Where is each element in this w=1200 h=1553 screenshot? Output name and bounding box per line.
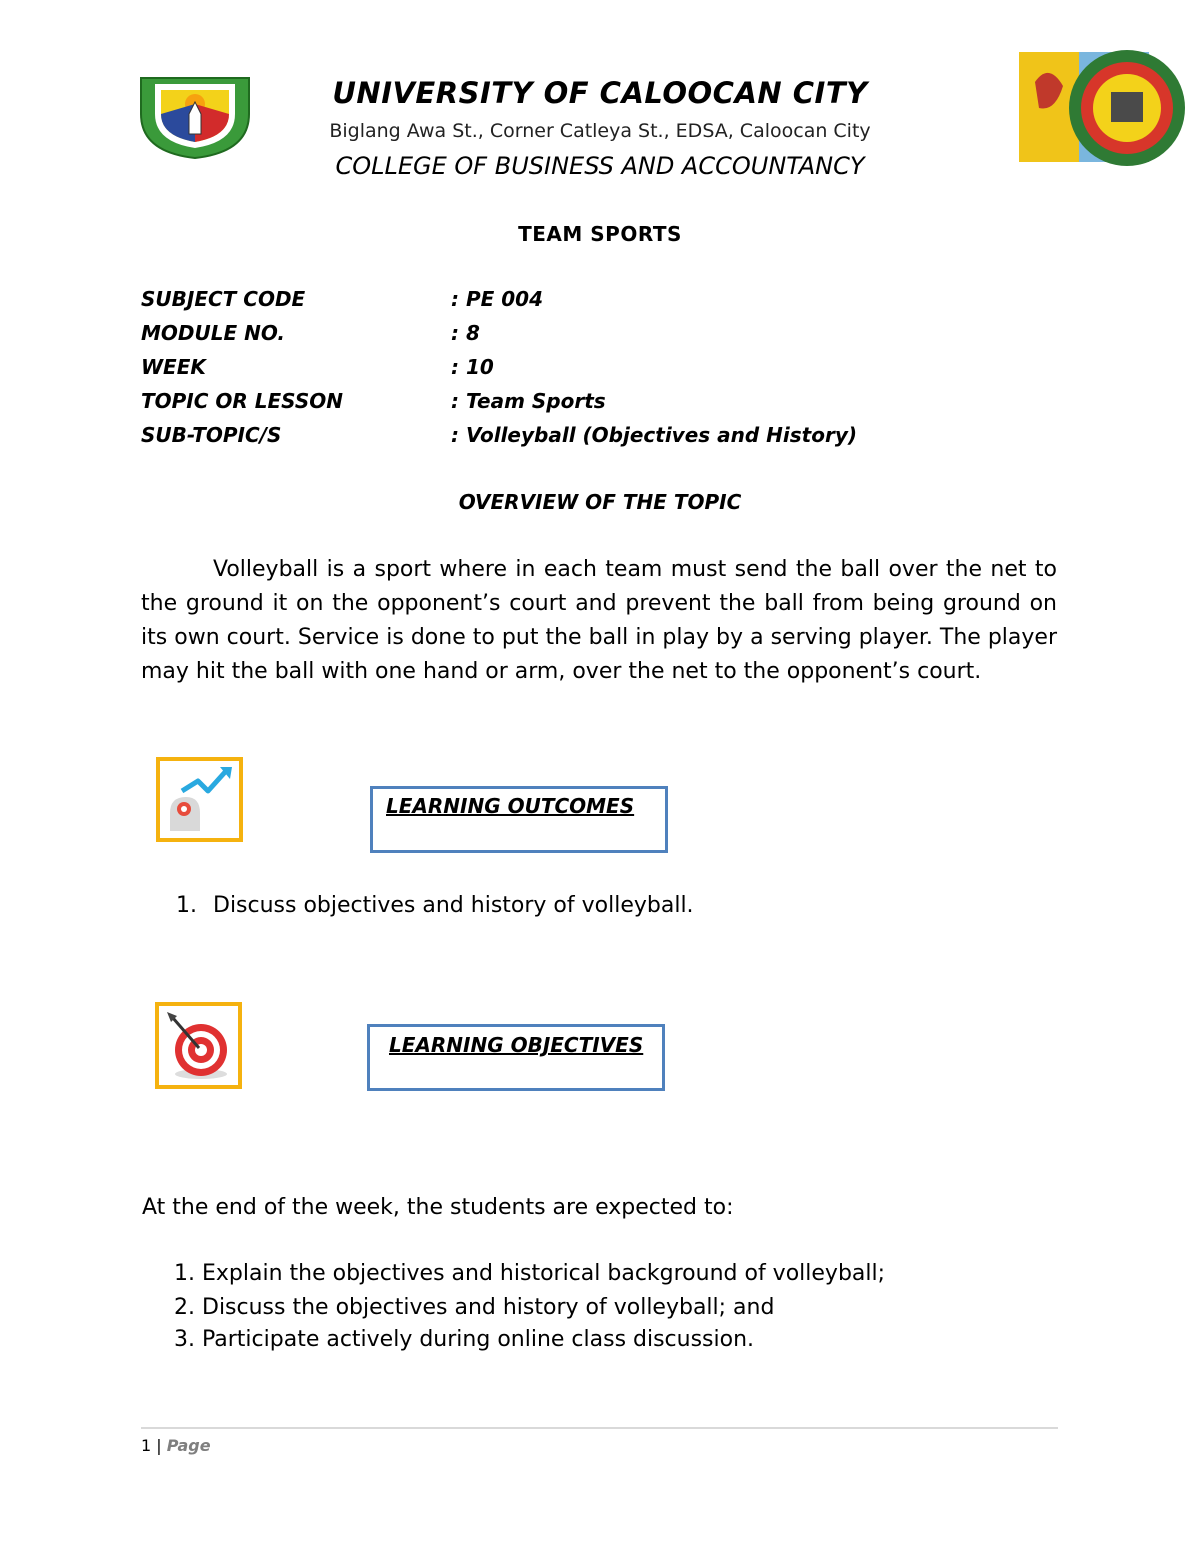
info-row-week [141, 355, 941, 385]
list-text: Explain the objectives and historical background of volleyball; [202, 1261, 886, 1286]
list-text: Discuss the objectives and history of volleyball; and [202, 1295, 775, 1320]
info-value: : PE 004 [451, 287, 543, 311]
university-name: UNIVERSITY OF CALOOCAN CITY [332, 76, 868, 110]
info-label: SUBJECT CODE [141, 287, 306, 311]
info-row-subject-code [141, 287, 941, 317]
info-label: SUB-TOPIC/S [141, 423, 282, 447]
info-value: : 10 [451, 355, 494, 379]
college-name: COLLEGE OF BUSINESS AND ACCOUNTANCY [335, 152, 865, 180]
list-item [174, 1327, 754, 1352]
list-text: Discuss objectives and history of volleyball. [213, 893, 694, 918]
list-item [174, 1261, 885, 1286]
info-row-sub-topic [141, 423, 941, 453]
overview-heading: OVERVIEW OF THE TOPIC [458, 490, 742, 514]
list-text: Participate actively during online class discussion. [202, 1327, 755, 1352]
learning-outcomes-box [370, 786, 668, 853]
learning-objectives-box [367, 1024, 665, 1091]
page-label: Page [166, 1436, 211, 1455]
footer-separator: | [156, 1436, 162, 1455]
page-footer [141, 1436, 211, 1455]
info-row-module-no [141, 321, 941, 351]
info-label: TOPIC OR LESSON [141, 389, 343, 413]
list-number: 2. [174, 1295, 195, 1320]
learning-outcomes-heading: LEARNING OUTCOMES [386, 794, 635, 818]
info-row-topic [141, 389, 941, 419]
info-value: : 8 [451, 321, 480, 345]
document-title: TEAM SPORTS [518, 222, 682, 246]
page-number: 1 [141, 1436, 152, 1455]
list-number: 3. [174, 1327, 195, 1352]
list-item [174, 1295, 774, 1320]
university-address: Biglang Awa St., Corner Catleya St., EDSA, Caloocan City [329, 120, 871, 142]
list-number: 1. [174, 1261, 195, 1286]
info-label: MODULE NO. [141, 321, 286, 345]
overview-paragraph: Volleyball is a sport where in each team must send the ball over the net to the ground it on the opponent’s court and prevent the ball from being ground on its own court. Service is done to put the ball in play by a serving player. The player may hit the ball with one hand or arm, over the net to the opponent’s court. [141, 557, 1057, 684]
list-number: 1. [176, 893, 197, 918]
growth-chart-icon [156, 757, 243, 842]
footer-divider [141, 1427, 1058, 1429]
objectives-intro: At the end of the week, the students are expected to: [142, 1195, 734, 1220]
list-item [176, 893, 694, 918]
info-value: : Team Sports [451, 389, 606, 413]
target-icon [155, 1002, 242, 1089]
info-label: WEEK [141, 355, 206, 379]
learning-objectives-heading: LEARNING OBJECTIVES [389, 1033, 644, 1057]
info-value: : Volleyball (Objectives and History) [451, 423, 857, 447]
